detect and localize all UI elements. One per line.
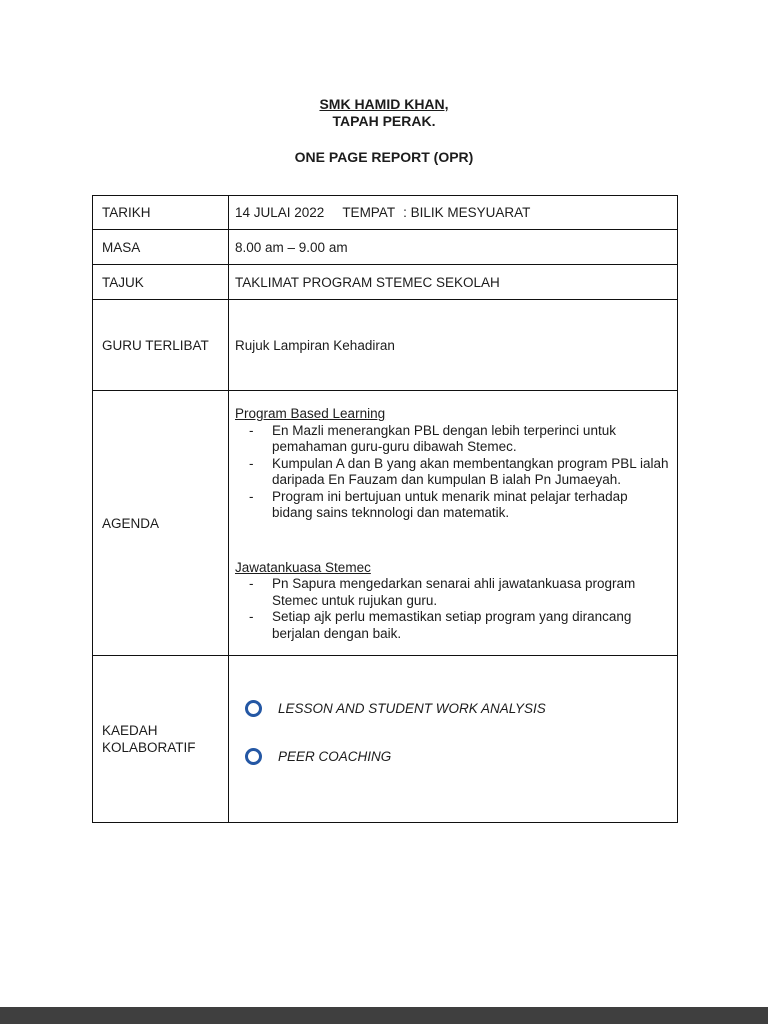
kaedah-kolaboratif-label: KAEDAH KOLABORATIF xyxy=(93,656,229,823)
table-row-kaedah-kolaboratif xyxy=(93,656,678,823)
agenda-item-text: Pn Sapura mengedarkan senarai ahli jawatankuasa program Stemec untuk rujukan guru. xyxy=(272,576,636,608)
table-row-tarikh xyxy=(93,196,678,230)
agenda-section-pbl xyxy=(235,406,669,522)
report-title: ONE PAGE REPORT (OPR) xyxy=(294,149,474,165)
agenda-content xyxy=(229,391,678,656)
agenda-section-heading: Jawatankuasa Stemec xyxy=(235,559,371,575)
guru-terlibat-value: Rujuk Lampiran Kehadiran xyxy=(229,300,678,391)
agenda-item-text: Kumpulan A dan B yang akan membentangkan program PBL ialah daripada En Fauzam dan kumpulan B ialah Pn Jumaeyah. xyxy=(272,455,669,487)
dash-marker: - xyxy=(249,576,254,591)
masa-value: 8.00 am – 9.00 am xyxy=(229,230,678,265)
list-item xyxy=(235,456,669,489)
page-bottom-bar xyxy=(0,1007,768,1024)
guru-terlibat-label: GURU TERLIBAT xyxy=(93,300,229,391)
list-item xyxy=(235,748,669,765)
dash-marker: - xyxy=(249,609,254,624)
agenda-item-text: Program ini bertujuan untuk menarik minat pelajar terhadap bidang sains teknnologi dan matematik. xyxy=(272,488,628,520)
masa-label: MASA xyxy=(93,230,229,265)
list-item xyxy=(235,576,669,609)
table-row-agenda xyxy=(93,391,678,656)
tajuk-label: TAJUK xyxy=(93,265,229,300)
dash-marker: - xyxy=(249,455,254,471)
school-location: TAPAH PERAK. xyxy=(332,113,436,129)
tempat-label: TEMPAT xyxy=(342,205,396,220)
list-item xyxy=(235,700,669,717)
circle-bullet-icon xyxy=(245,700,262,717)
school-name: SMK HAMID KHAN, xyxy=(319,96,449,112)
kaedah-content xyxy=(229,656,678,823)
agenda-section-heading: Program Based Learning xyxy=(235,406,386,421)
dash-marker: - xyxy=(249,422,254,438)
tarikh-date: 14 JULAI 2022 xyxy=(235,205,325,220)
agenda-section-jawatankuasa xyxy=(235,560,669,643)
agenda-item-text: Setiap ajk perlu memastikan setiap program yang dirancang berjalan dengan baik. xyxy=(272,609,632,641)
tarikh-value-cell xyxy=(229,196,678,230)
list-item xyxy=(235,609,669,642)
dash-marker: - xyxy=(249,488,254,504)
tempat-value: : BILIK MESYUARAT xyxy=(403,205,531,220)
table-row-guru-terlibat xyxy=(93,300,678,391)
kaedah-item-text: LESSON AND STUDENT WORK ANALYSIS xyxy=(278,701,546,716)
agenda-item-text: En Mazli menerangkan PBL dengan lebih terperinci untuk pemahaman guru-guru dibawah Stemec. xyxy=(272,422,616,454)
document-header xyxy=(0,0,768,166)
opr-table xyxy=(92,195,678,823)
list-item xyxy=(235,423,669,456)
tarikh-label: TARIKH xyxy=(93,196,229,230)
agenda-label: AGENDA xyxy=(93,391,229,656)
list-item xyxy=(235,489,669,522)
tajuk-value: TAKLIMAT PROGRAM STEMEC SEKOLAH xyxy=(229,265,678,300)
table-row-tajuk xyxy=(93,265,678,300)
table-row-masa xyxy=(93,230,678,265)
circle-bullet-icon xyxy=(245,748,262,765)
kaedah-item-text: PEER COACHING xyxy=(278,749,392,764)
